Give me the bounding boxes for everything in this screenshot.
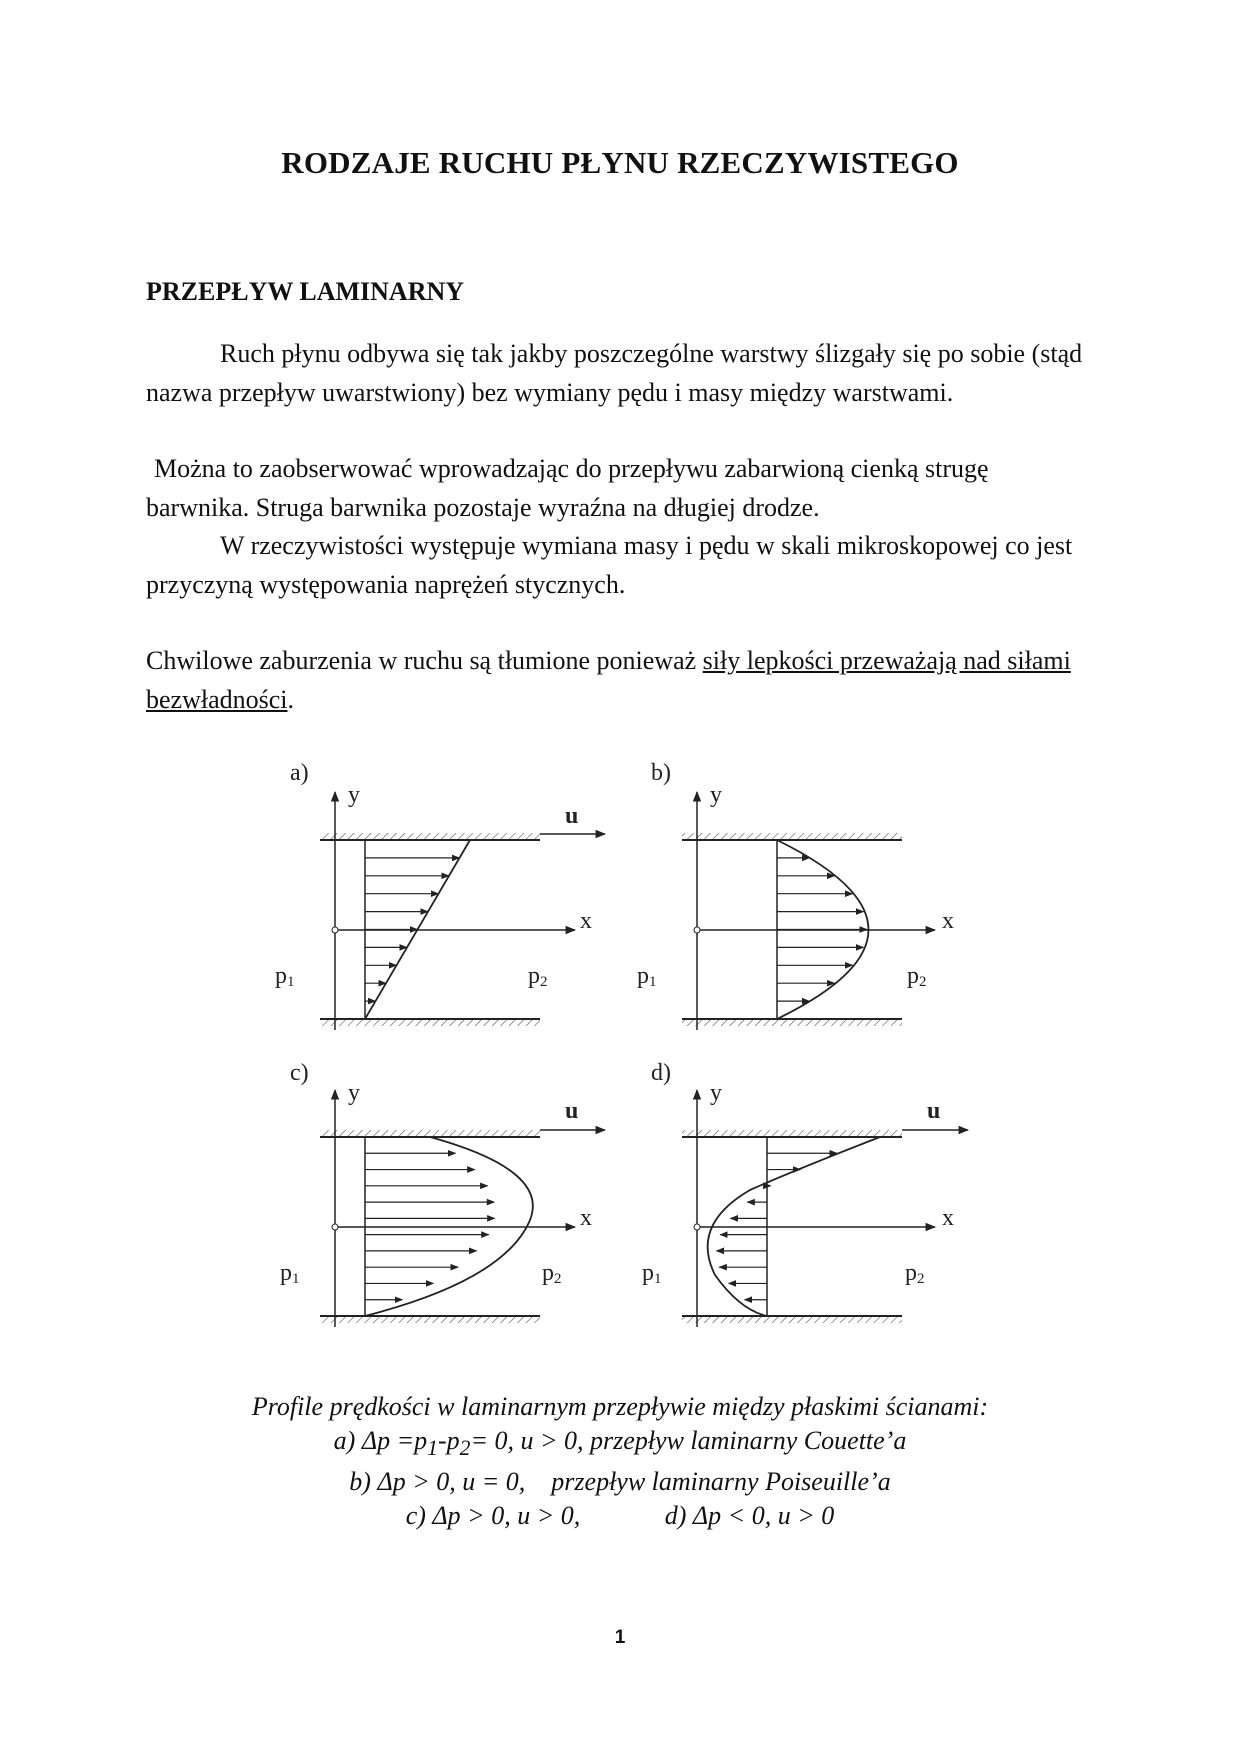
panel-b: [637, 760, 954, 1030]
panel-a-u-label: u: [565, 803, 579, 829]
paragraph-dye-text: Można to zaobserwować wprowadzając do przepływu zabarwioną cienką strugę barwnika. Struga barwnika pozostaje wyraźna na długiej drodze.: [146, 454, 989, 522]
panel-a-label: a): [290, 760, 309, 786]
panel-c-x-label: x: [580, 1205, 592, 1231]
caption-line-2: a) $\Delta p =p_1-p_2= 0$, u > 0, przepływ laminarny Couette’a: [333, 1425, 907, 1460]
paragraph-dye: [146, 450, 1096, 527]
panel-b-top-wall: [682, 833, 902, 840]
panel-c-p1: p1: [280, 1260, 300, 1287]
paragraph-disturbances-start: Chwilowe zaburzenia w ruchu są tłumione ponieważ: [146, 646, 703, 675]
panel-a-top-wall: [320, 833, 540, 840]
panel-d-bottom-wall: [682, 1316, 902, 1323]
velocity-profiles-figure: [250, 750, 1010, 1350]
panel-d-label: d): [651, 1060, 671, 1086]
section-heading: PRZEPŁYW LAMINARNY: [146, 277, 465, 306]
panel-b-bottom-wall: [682, 1019, 902, 1026]
panel-c-label: c): [290, 1060, 309, 1086]
panel-a-y-label: y: [348, 782, 360, 808]
panel-d-u-label: u: [927, 1098, 941, 1124]
paragraph-disturbances-end: .: [287, 684, 295, 714]
panel-a-bottom-wall: [320, 1019, 540, 1026]
caption-line-3: b) Δp > 0, u = 0, przepływ laminarny Poiseuille’a: [349, 1467, 891, 1497]
panel-d: [642, 1060, 968, 1327]
panel-d-p1: p1: [642, 1260, 662, 1287]
underlined-phrase: siły lepkości przeważają nad siłami bezwładności: [146, 646, 1071, 714]
panel-b-x-label: x: [942, 908, 954, 934]
panel-a-p1: p1: [275, 963, 295, 990]
panel-c-y-label: y: [348, 1080, 360, 1106]
panel-c-bottom-wall: [320, 1316, 540, 1323]
page-title: RODZAJE RUCHU PŁYNU RZECZYWISTEGO: [281, 145, 959, 180]
panel-c: [280, 1060, 605, 1327]
paragraph-reality: [146, 527, 1096, 604]
paragraph-layers-text: Ruch płynu odbywa się tak jakby poszczególne warstwy ślizgały się po sobie (stąd nazwa przepływ uwarstwiony) bez wymiany pędu i masy między warstwami.: [146, 339, 1083, 407]
panel-b-p2: p2: [907, 963, 927, 990]
panel-d-top-wall: [682, 1130, 902, 1137]
panel-d-x-label: x: [942, 1205, 954, 1231]
panel-c-p2: p2: [542, 1260, 562, 1287]
paragraph-layers: [146, 335, 1096, 412]
caption-line-1: Profile prędkości w laminarnym przepływie między płaskimi ścianami:: [251, 1392, 989, 1421]
page-number: 1: [614, 1627, 626, 1648]
panel-b-profile-arrows: [777, 858, 867, 1001]
panel-c-u-label: u: [565, 1098, 579, 1124]
panel-d-y-label: y: [710, 1080, 722, 1106]
panel-c-top-wall: [320, 1130, 540, 1137]
paragraph-reality-text: W rzeczywistości występuje wymiana masy i pędu w skali mikroskopowej co jest przyczyną występowania naprężeń stycznych.: [146, 531, 1073, 599]
caption-line-4: c) Δp > 0, u > 0, d) Δp < 0, u > 0: [405, 1500, 835, 1530]
panel-b-y-label: y: [710, 782, 722, 808]
figure-caption: [0, 1390, 1240, 1532]
panel-a-p2: p2: [528, 963, 548, 990]
panel-b-p1: p1: [637, 963, 657, 990]
panel-a-x-label: x: [580, 908, 592, 934]
panel-d-p2: p2: [905, 1260, 925, 1287]
panel-b-label: b): [651, 760, 671, 786]
panel-a: [275, 760, 605, 1030]
paragraph-disturbances: [146, 642, 1096, 719]
